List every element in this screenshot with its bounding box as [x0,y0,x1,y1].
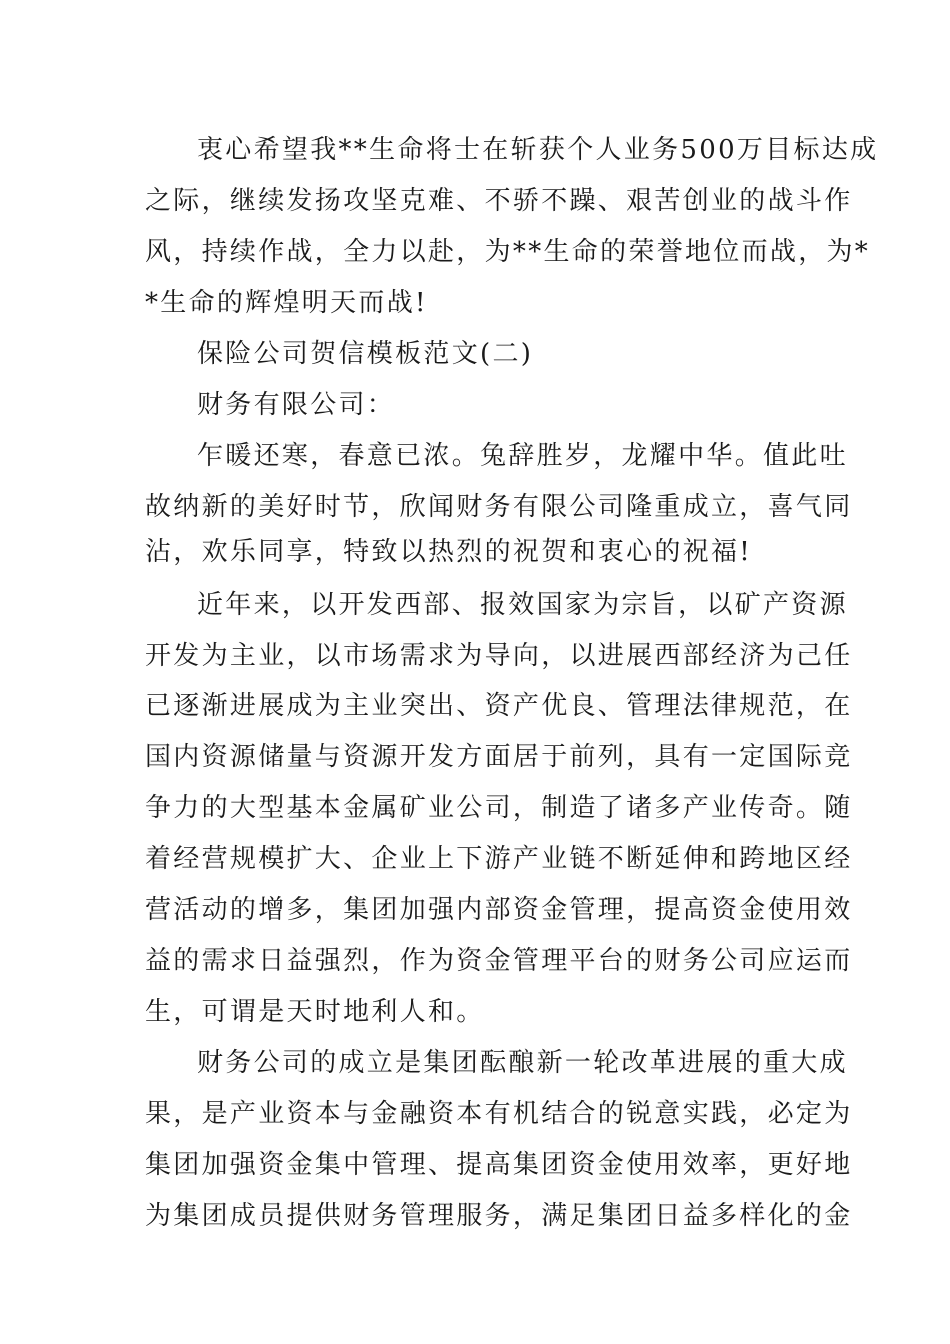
text-line: 国内资源储量与资源开发方面居于前列，具有一定国际竞 [145,742,853,772]
text-line: 果，是产业资本与金融资本有机结合的锐意实践，必定为 [145,1099,853,1129]
text-line: 为集团成员提供财务管理服务，满足集团日益多样化的金 [145,1201,853,1231]
text-line: 益的需求日益强烈，作为资金管理平台的财务公司应运而 [145,946,853,976]
text-line: 沾，欢乐同享，特致以热烈的祝贺和衷心的祝福! [145,537,753,567]
text-line: 之际，继续发扬攻坚克难、不骄不躁、艰苦创业的战斗作 [145,186,853,216]
section-heading: 保险公司贺信模板范文(二) [197,339,534,369]
text-line: 近年来，以开发西部、报效国家为宗旨，以矿产资源 [197,590,848,620]
text-line: 开发为主业，以市场需求为导向，以进展西部经济为己任 [145,641,853,671]
text-line: 争力的大型基本金属矿业公司，制造了诸多产业传奇。随 [145,793,853,823]
text-line: 衷心希望我**生命将士在斩获个人业务500万目标达成 [197,135,879,165]
text-line: 生，可谓是天时地利人和。 [145,997,485,1027]
text-line: 营活动的增多，集团加强内部资金管理，提高资金使用效 [145,895,853,925]
text-line: 着经营规模扩大、企业上下游产业链不断延伸和跨地区经 [145,844,853,874]
text-line: 集团加强资金集中管理、提高集团资金使用效率，更好地 [145,1150,853,1180]
text-line: 故纳新的美好时节，欣闻财务有限公司隆重成立，喜气同 [145,492,853,522]
text-line: 已逐渐进展成为主业突出、资产优良、管理法律规范，在 [145,691,853,721]
text-line: *生命的辉煌明天而战! [145,288,428,318]
text-line: 风，持续作战，全力以赴，为**生命的荣誉地位而战，为* [145,237,871,267]
text-line: 财务公司的成立是集团酝酿新一轮改革进展的重大成 [197,1048,848,1078]
salutation: 财务有限公司： [197,390,396,420]
text-line: 乍暖还寒，春意已浓。兔辞胜岁，龙耀中华。值此吐 [197,441,848,471]
